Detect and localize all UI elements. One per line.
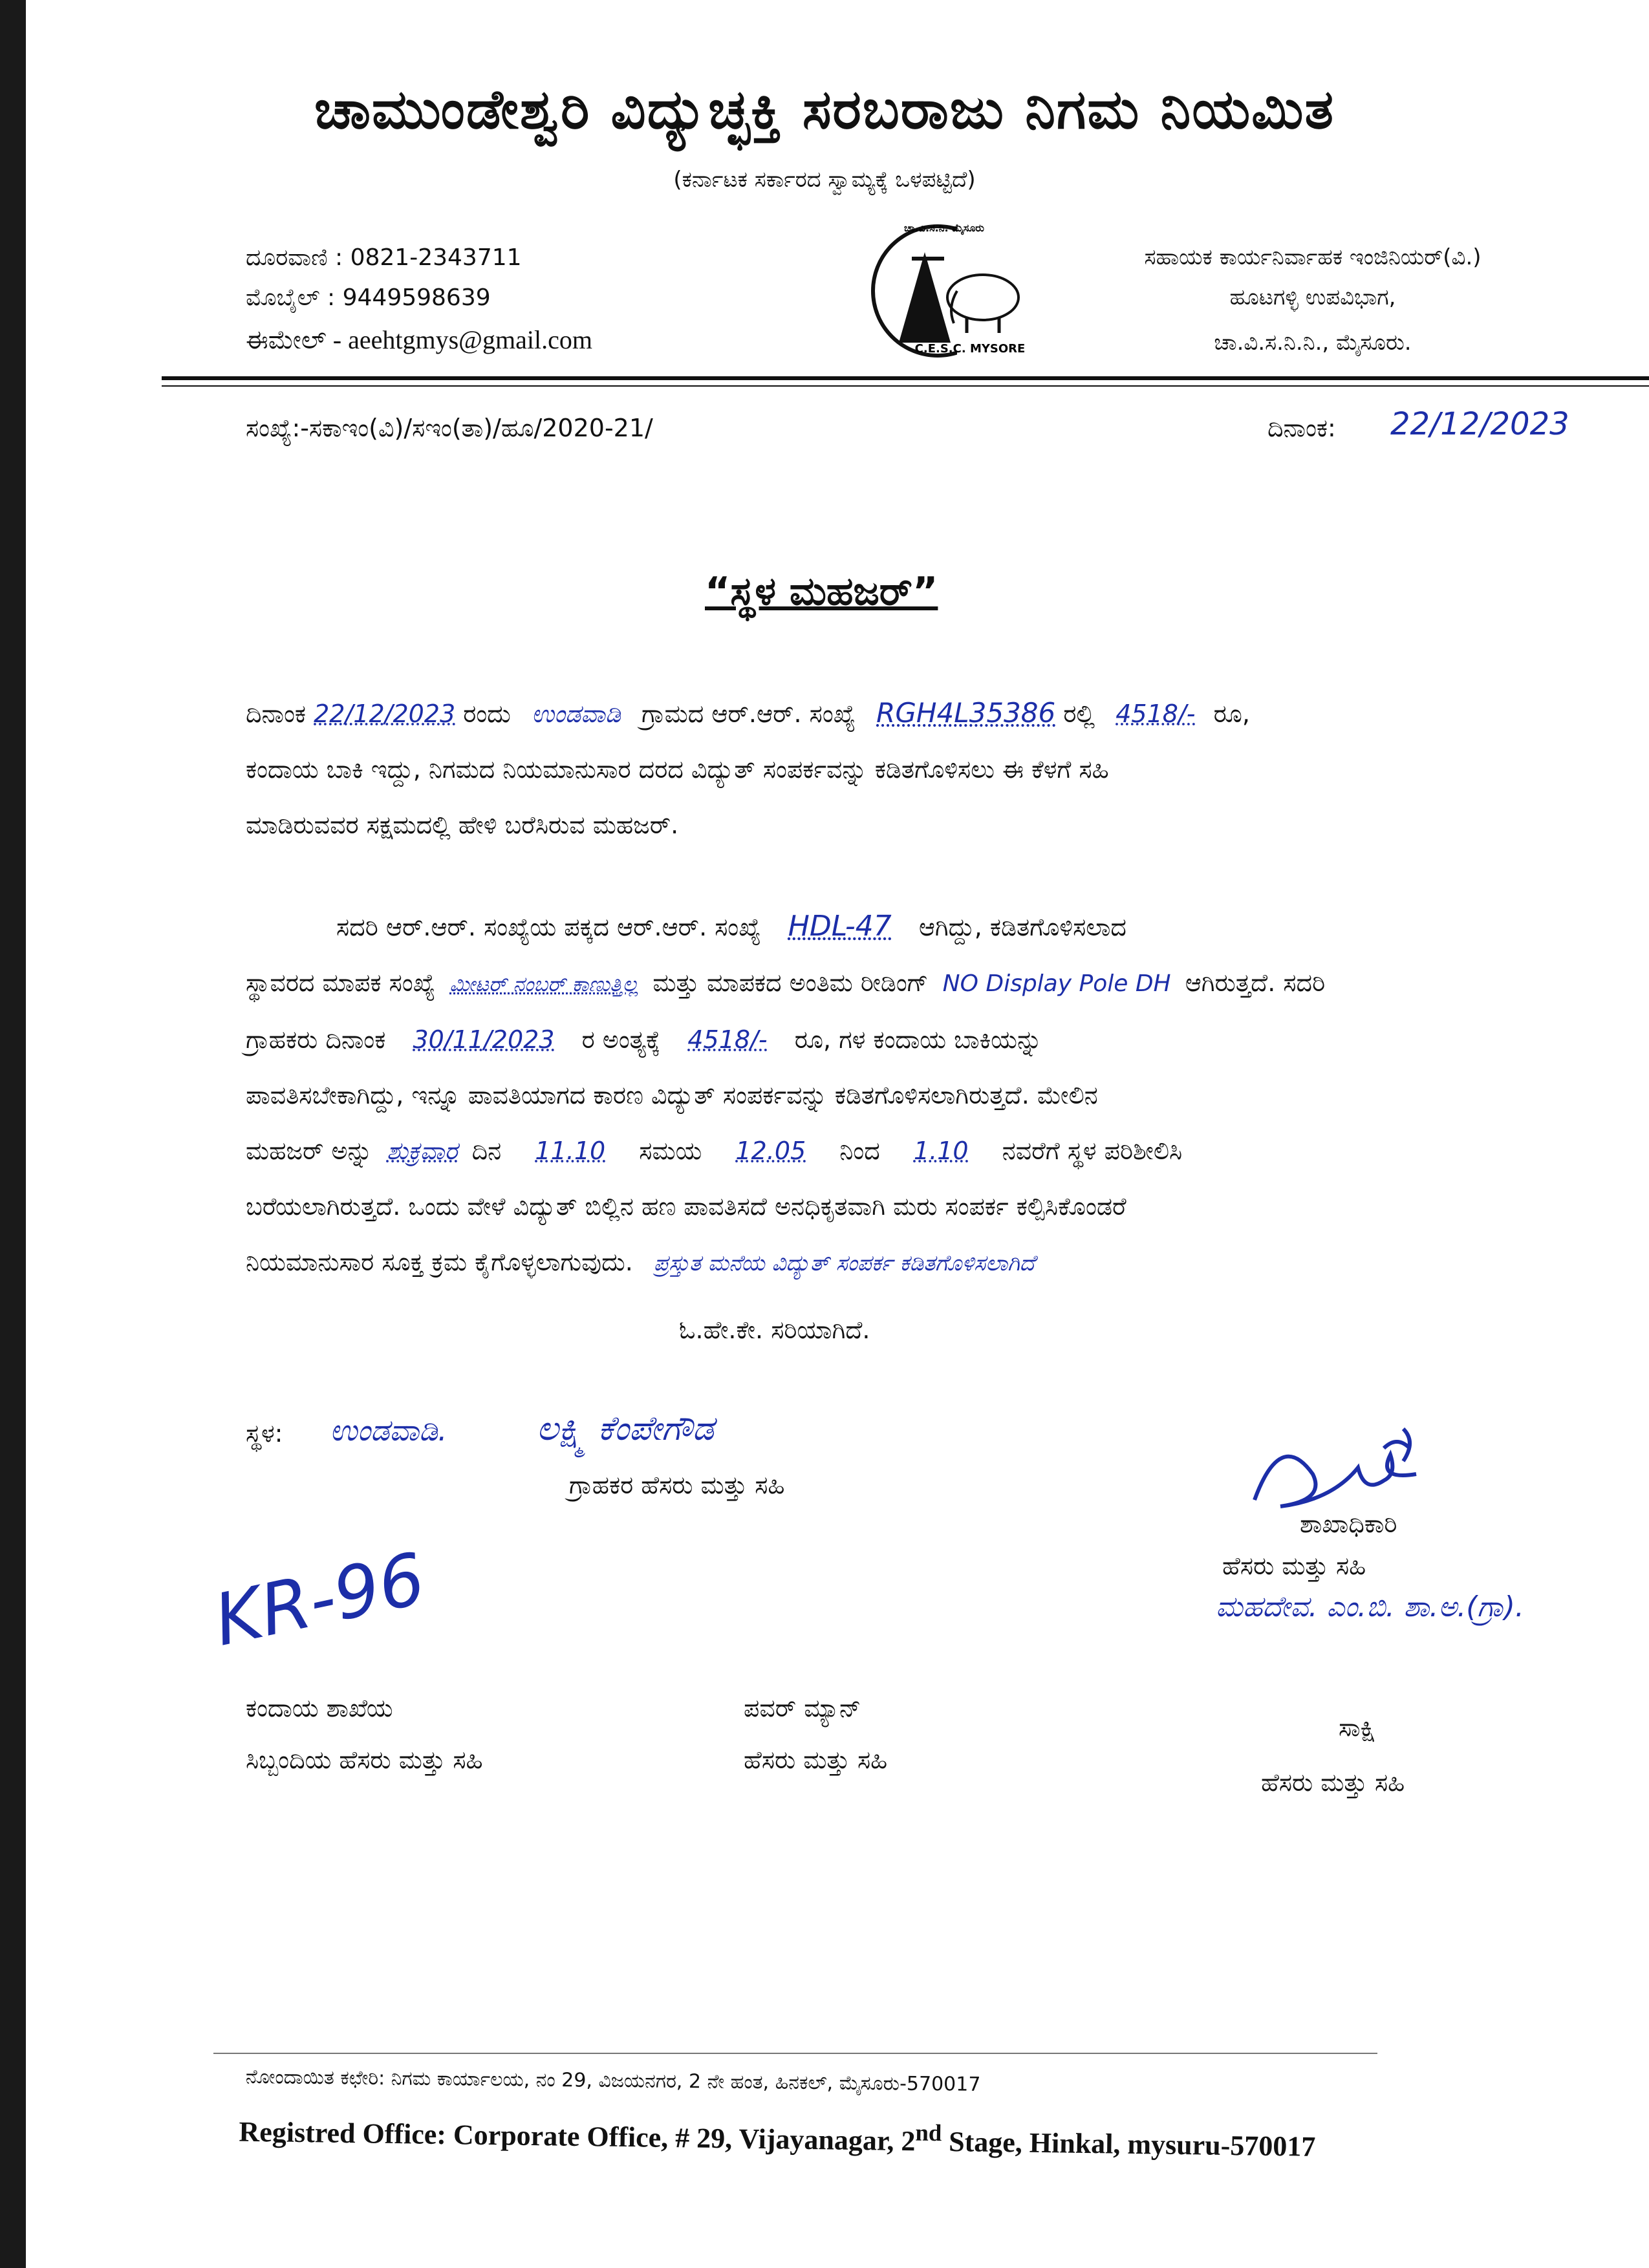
- footer-english-tail: Stage, Hinkal, mysuru-570017: [941, 2125, 1316, 2163]
- para2-line7: [246, 1234, 1591, 1291]
- para2-due-amount: 4518/-: [687, 1025, 768, 1054]
- powerman-label: ಪವರ್ ಮ್ಯಾನ್: [744, 1694, 861, 1722]
- para1-rupees: ರೂ,: [1213, 700, 1251, 728]
- footer-english: [239, 2109, 1316, 2163]
- logo-bottom-text: C.E.S.C. MYSORE: [914, 342, 1026, 356]
- para2-line2: [246, 955, 1591, 1012]
- para2-from-label: ನಿಂದ: [839, 1137, 880, 1165]
- consumer-label: ಗ್ರಾಹಕರ ಹೆಸರು ಮತ್ತು ಸಹಿ: [569, 1471, 785, 1499]
- para2-adjacent-rr: HDL-47: [788, 910, 892, 943]
- para1-date-label: ದಿನಾಂಕ: [246, 700, 307, 728]
- para2-line1: [246, 899, 1591, 955]
- header-rule-thin: [162, 385, 1649, 387]
- para2-meter-label: ಸ್ಥಾವರದ ಮಾಪಕ ಸಂಖ್ಯೆ: [246, 968, 436, 997]
- para2-reading-label: ಮತ್ತು ಮಾಪಕದ ಅಂತಿಮ ರೀಡಿಂಗ್: [652, 968, 929, 997]
- org-title: ಚಾಮುಂಡೇಶ್ವರಿ ವಿದ್ಯುಚ್ಛಕ್ತಿ ಸರಬರಾಜು ನಿಗಮ ನಿಯಮಿತ: [314, 78, 1335, 141]
- para2-disconnected-label: ಆಗಿದ್ದು, ಕಡಿತಗೊಳಿಸಲಾದ: [918, 913, 1126, 941]
- officer-name-label: ಹೆಸರು ಮತ್ತು ಸಹಿ: [1222, 1552, 1366, 1580]
- revenue-staff-label: ಸಿಬ್ಬಂದಿಯ ಹೆಸರು ಮತ್ತು ಸಹಿ: [246, 1746, 483, 1774]
- para2-dues-label: ರೂ, ಗಳ ಕಂದಾಯ ಬಾಕಿಯನ್ನು: [794, 1025, 1042, 1054]
- para1-rr-number: RGH4L35386: [876, 697, 1056, 729]
- para2-line4: ಪಾವತಿಸಬೇಕಾಗಿದ್ದು, ಇನ್ನೂ ಪಾವತಿಯಾಗದ ಕಾರಣ ವಿದ್ಯುತ್ ಸಂಪರ್ಕವನ್ನು ಕಡಿತಗೊಳಿಸಲಾಗಿರುತ್ತದೆ. ಮೇಲಿನ: [246, 1081, 1098, 1109]
- witness-name-label: ಹೆಸರು ಮತ್ತು ಸಹಿ: [1261, 1768, 1405, 1797]
- para2-final-reading: NO Display Pole DH: [942, 970, 1171, 997]
- footer-english-rest: Corporate Office, # 29, Vijayanagar, 2: [446, 2119, 916, 2157]
- footer-kannada: ನೋಂದಾಯಿತ ಕಛೇರಿ: ನಿಗಮ ಕಾರ್ಯಾಲಯ, ನಂ 29, ವಿಜಯನಗರ, 2 ನೇ ಹಂತ, ಹಿನಕಲ್, ಮೈಸೂರು-570017: [245, 2066, 981, 2096]
- cesc-logo: [860, 213, 1035, 362]
- para1-line3: ಮಾಡಿರುವವರ ಸಕ್ಷಮದಲ್ಲಿ ಹೇಳಿ ಬರೆಸಿರುವ ಮಹಜರ್.: [246, 811, 679, 839]
- para2-day: ಶುಕ್ರವಾರ: [386, 1137, 458, 1165]
- logo-top-text: ಚಾ.ವಿ.ಸ.ನಿ. ಮೈಸೂರು: [904, 222, 984, 234]
- para1-rr-label: ಗ್ರಾಮದ ಆರ್.ಆರ್. ಸಂಖ್ಯೆ: [641, 700, 856, 728]
- scan-edge: [0, 0, 26, 2268]
- powerman-name-label: ಹೆಸರು ಮತ್ತು ಸಹಿ: [744, 1746, 888, 1774]
- witness-label: ಸಾಕ್ಷಿ: [1339, 1713, 1376, 1742]
- para2-action-text: ನಿಯಮಾನುಸಾರ ಸೂಕ್ತ ಕ್ರಮ ಕೈಗೊಳ್ಳಲಾಗುವುದು.: [246, 1248, 633, 1276]
- para2-line5: [246, 1123, 1591, 1179]
- office-line3: ಚಾ.ವಿ.ಸ.ನಿ.ನಿ., ಮೈಸೂರು.: [1214, 330, 1412, 356]
- document-title: “ಸ್ಥಳ ಮಹಜರ್”: [705, 569, 938, 614]
- para2-adjacent-label: ಸದರಿ ಆರ್.ಆರ್. ಸಂಖ್ಯೆಯ ಪಕ್ಕದ ಆರ್.ಆರ್. ಸಂಖ್ಯೆ: [336, 913, 761, 941]
- para2-mahajar-label: ಮಹಜರ್ ಅನ್ನು: [246, 1137, 372, 1165]
- officer-label: ಶಾಖಾಧಿಕಾರಿ: [1300, 1510, 1397, 1538]
- para1-amount: 4518/-: [1116, 700, 1196, 728]
- para2-date-short: 11.10: [535, 1137, 606, 1165]
- paragraph-1: [246, 685, 1565, 853]
- para2-line3: [246, 1012, 1591, 1067]
- date-value: 22/12/2023: [1390, 406, 1569, 442]
- mobile-line: ಮೊಬೈಲ್ : 9449598639: [246, 284, 491, 311]
- para2-day-label: ದಿನ: [471, 1137, 502, 1165]
- date-label: ದಿನಾಂಕ:: [1267, 414, 1336, 442]
- para2-consumer-date-label: ಗ್ರಾಹಕರು ದಿನಾಂಕ: [246, 1025, 386, 1054]
- para1-in: ರಲ್ಲಿ: [1063, 700, 1095, 728]
- para2-handwritten-note: ಪ್ರಸ್ತುತ ಮನೆಯ ವಿದ್ಯುತ್ ಸಂಪರ್ಕ ಕಡಿತಗೊಳಿಸಲಾಗಿದೆ: [653, 1250, 1035, 1276]
- header-rule: [162, 376, 1649, 380]
- para2-time-to: 1.10: [913, 1137, 969, 1165]
- reference-number: ಸಂಖ್ಯೆ:-ಸಕಾಇಂ(ವಿ)/ಸಇಂ(ತಾ)/ಹೂ/2020-21/: [246, 414, 653, 442]
- place-label: ಸ್ಥಳ:: [246, 1419, 283, 1448]
- revenue-branch-label: ಕಂದಾಯ ಶಾಖೆಯ: [246, 1694, 393, 1722]
- office-line1: ಸಹಾಯಕ ಕಾರ್ಯನಿರ್ವಾಹಕ ಇಂಜಿನಿಯರ್(ವಿ.): [1144, 244, 1482, 270]
- para2-reading-tail: ಆಗಿರುತ್ತದೆ. ಸದರಿ: [1185, 968, 1326, 997]
- para1-line1: [246, 685, 1565, 742]
- para2-time-label: ಸಮಯ: [639, 1137, 702, 1165]
- para2-end-label: ರ ಅಂತ್ಯಕ್ಕೆ: [581, 1025, 661, 1054]
- footer-rule: [213, 2053, 1377, 2054]
- para2-until-label: ನವರೆಗೆ ಸ್ಥಳ ಪರಿಶೀಲಿಸಿ: [1002, 1137, 1183, 1165]
- para1-date: 22/12/2023: [314, 700, 456, 728]
- ok-text: ಓ.ಹೇ.ಕೇ. ಸರಿಯಾಗಿದೆ.: [679, 1316, 870, 1344]
- para1-on: ರಂದು: [463, 700, 511, 728]
- consumer-signature: ಲಕ್ಷ್ಮಿ ಕೆಂಪೇಗೌಡ: [537, 1409, 714, 1448]
- office-line2: ಹೂಟಗಳ್ಳಿ ಉಪವಿಭಾಗ,: [1229, 284, 1396, 310]
- footer-english-sup: nd: [915, 2119, 942, 2146]
- para2-time-from: 12.05: [735, 1137, 806, 1165]
- para1-village: ಉಂಡವಾಡಿ: [531, 700, 621, 728]
- para1-line2: ಕಂದಾಯ ಬಾಕಿ ಇದ್ದು, ನಿಗಮದ ನಿಯಮಾನುಸಾರ ದರದ ವಿದ್ಯುತ್ ಸಂಪರ್ಕವನ್ನು ಕಡಿತಗೊಳಿಸಲು ಈ ಕೆಳಗೆ ಸಹಿ: [246, 755, 1109, 784]
- para2-line6: ಬರೆಯಲಾಗಿರುತ್ತದೆ. ಒಂದು ವೇಳೆ ವಿದ್ಯುತ್ ಬಿಲ್ಲಿನ ಹಣ ಪಾವತಿಸದೆ ಅನಧಿಕೃತವಾಗಿ ಮರು ಸಂಪರ್ಕ ಕಲ್ಪಿಸಿಕೊಂಡರೆ: [246, 1192, 1126, 1221]
- initials-signature: KR-96: [207, 1537, 432, 1662]
- place-value: ಉಂಡವಾಡಿ.: [330, 1413, 447, 1448]
- officer-name-value: ಮಹದೇವ. ಎಂ.ಬಿ. ಶಾ.ಅ.(ಗ್ರಾ).: [1216, 1590, 1524, 1623]
- footer-english-prefix: Registred Office:: [239, 2115, 447, 2151]
- para2-consumer-date: 30/11/2023: [413, 1025, 555, 1054]
- para2-meter-number: ಮೀಟರ್ ನಂಬರ್ ಕಾಣುತ್ತಿಲ್ಲ: [449, 972, 639, 996]
- org-subtitle: (ಕರ್ನಾಟಕ ಸರ್ಕಾರದ ಸ್ವಾಮ್ಯಕ್ಕೆ ಒಳಪಟ್ಟಿದೆ): [673, 167, 976, 193]
- paragraph-2: [246, 899, 1591, 1291]
- email-line: ಈಮೇಲ್ - aeehtgmys@gmail.com: [246, 325, 592, 354]
- phone-line: ದೂರವಾಣಿ : 0821-2343711: [246, 244, 522, 271]
